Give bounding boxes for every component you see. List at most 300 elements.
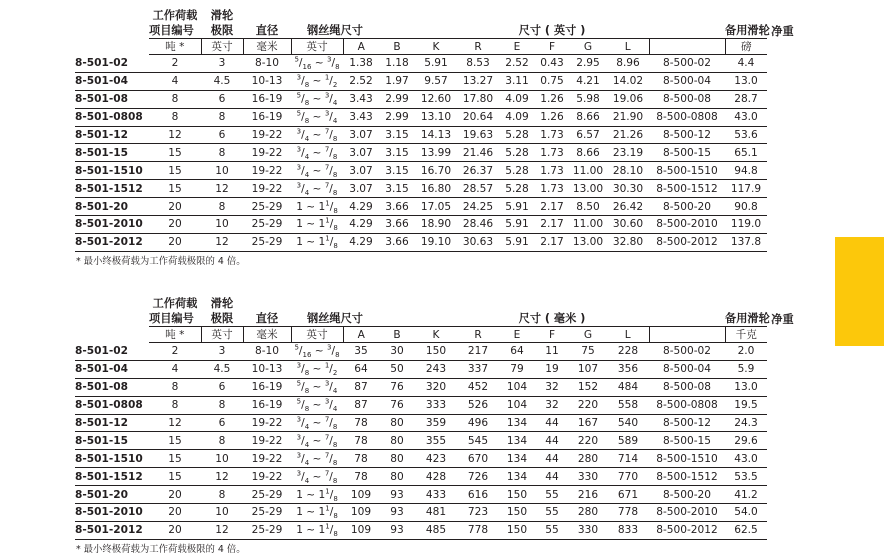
unit-rope-inch: 英寸 (291, 39, 343, 55)
item-code: 8-501-02 (75, 343, 149, 361)
col-header-e: E (499, 327, 535, 343)
dim-l: 19.06 (607, 90, 649, 108)
dim-e: 4.09 (499, 90, 535, 108)
hdr-wll-1: 工作荷载 (152, 297, 198, 310)
sheave-value: 12 (201, 180, 243, 198)
dim-e: 5.28 (499, 162, 535, 180)
hdr-spare: 备用滑轮 (725, 24, 770, 37)
hdr-spacer (607, 296, 649, 310)
dim-r: 30.63 (457, 233, 499, 251)
weight-value: 65.1 (725, 144, 767, 162)
spare-sheave: 8-500-1510 (649, 450, 725, 468)
dim-l: 21.90 (607, 108, 649, 126)
sheave-value: 8 (201, 432, 243, 450)
unit-spare-blank (649, 327, 725, 343)
rope-inch-value: $^3/_4$ ~ $^7/_8$ (291, 144, 343, 162)
weight-value: 13.0 (725, 378, 767, 396)
dim-r: 20.64 (457, 108, 499, 126)
wll-value: 8 (149, 90, 201, 108)
hdr-spacer (535, 8, 569, 22)
hdr-spacer (343, 296, 379, 310)
rope-inch-value: $^5/_8$ ~ $^3/_4$ (291, 396, 343, 414)
dim-k: 17.05 (415, 198, 457, 216)
sheave-value: 3 (201, 55, 243, 73)
sheave-value: 6 (201, 126, 243, 144)
item-code: 8-501-1512 (75, 468, 149, 486)
hdr-wll-2: 极限 (210, 24, 234, 37)
sheave-value: 12 (201, 521, 243, 539)
dim-g: 11.00 (569, 162, 607, 180)
dim-r: 545 (457, 432, 499, 450)
rope-inch-value: $^5/_8$ ~ $^3/_4$ (291, 378, 343, 396)
weight-value: 90.8 (725, 198, 767, 216)
hdr-sheave-2: 直径 (255, 312, 279, 325)
rope-inch-value: $^5/_{16}$ ~ $^3/_8$ (291, 343, 343, 361)
dim-l: 26.42 (607, 198, 649, 216)
wll-value: 15 (149, 162, 201, 180)
hdr-weight: 净重 (771, 24, 794, 38)
rope-inch-value: $^3/_8$ ~ $^1/_2$ (291, 360, 343, 378)
dim-k: 14.13 (415, 126, 457, 144)
dim-k: 481 (415, 504, 457, 522)
wll-value: 20 (149, 504, 201, 522)
dim-f: 0.75 (535, 72, 569, 90)
rope-inch-value: $^3/_4$ ~ $^7/_8$ (291, 180, 343, 198)
dim-g: 5.98 (569, 90, 607, 108)
weight-value: 43.0 (725, 108, 767, 126)
rope-inch-value: 1 ~ $1^1/_8$ (291, 233, 343, 251)
dim-r: 8.53 (457, 55, 499, 73)
dim-f: 1.73 (535, 162, 569, 180)
wll-value: 2 (149, 55, 201, 73)
dim-k: 9.57 (415, 72, 457, 90)
dim-k: 433 (415, 486, 457, 504)
unit-spare-blank (649, 39, 725, 55)
dim-l: 30.30 (607, 180, 649, 198)
dim-f: 55 (535, 504, 569, 522)
table-row (75, 198, 798, 216)
unit-weight: 磅 (725, 39, 767, 55)
dim-e: 150 (499, 486, 535, 504)
wll-value: 20 (149, 198, 201, 216)
spare-sheave: 8-500-0808 (649, 108, 725, 126)
weight-value: 13.0 (725, 72, 767, 90)
dim-l: 356 (607, 360, 649, 378)
dim-r: 21.46 (457, 144, 499, 162)
col-header-k: K (415, 327, 457, 343)
table-row (75, 486, 798, 504)
dim-l: 32.80 (607, 233, 649, 251)
col-header-g: G (569, 327, 607, 343)
spare-sheave: 8-500-15 (649, 432, 725, 450)
wll-value: 20 (149, 233, 201, 251)
dim-f: 32 (535, 396, 569, 414)
dim-k: 13.99 (415, 144, 457, 162)
dim-e: 5.28 (499, 144, 535, 162)
dim-r: 28.57 (457, 180, 499, 198)
wll-value: 20 (149, 486, 201, 504)
wll-value: 15 (149, 144, 201, 162)
item-code: 8-501-04 (75, 72, 149, 90)
weight-value: 53.6 (725, 126, 767, 144)
dim-g: 8.66 (569, 108, 607, 126)
hdr-dimensions: 尺寸 ( 英寸 ) (518, 24, 586, 37)
footnote-metric: * 最小终极荷载为工作荷载极限的 4 倍。 (76, 544, 246, 555)
col-header-r: R (457, 39, 499, 55)
sheave-value: 8 (201, 396, 243, 414)
item-code: 8-501-2010 (75, 504, 149, 522)
dim-g: 280 (569, 450, 607, 468)
hdr-spacer (499, 296, 535, 310)
dim-b: 3.66 (379, 233, 415, 251)
dim-k: 5.91 (415, 55, 457, 73)
wll-value: 12 (149, 414, 201, 432)
wll-value: 2 (149, 343, 201, 361)
item-code: 8-501-2012 (75, 521, 149, 539)
hdr-unit-blank (75, 327, 149, 343)
dim-e: 5.28 (499, 126, 535, 144)
unit-weight: 千克 (725, 327, 767, 343)
table-row (75, 378, 798, 396)
rope-inch-value: 1 ~ $1^1/_8$ (291, 486, 343, 504)
weight-value: 19.5 (725, 396, 767, 414)
dim-b: 3.15 (379, 144, 415, 162)
rope-inch-value: $^3/_4$ ~ $^7/_8$ (291, 126, 343, 144)
rope-inch-value: $^3/_8$ ~ $^1/_2$ (291, 72, 343, 90)
sheave-value: 6 (201, 378, 243, 396)
dim-r: 28.46 (457, 216, 499, 234)
unit-ton: 吨 * (149, 39, 201, 55)
dim-g: 280 (569, 504, 607, 522)
sheave-value: 12 (201, 468, 243, 486)
dim-g: 167 (569, 414, 607, 432)
wll-value: 4 (149, 72, 201, 90)
rope-inch-value: $^5/_{16}$ ~ $^3/_8$ (291, 55, 343, 73)
dim-r: 723 (457, 504, 499, 522)
sheave-value: 8 (201, 198, 243, 216)
dim-g: 75 (569, 343, 607, 361)
dim-a: 4.29 (343, 198, 379, 216)
dim-l: 833 (607, 521, 649, 539)
dim-a: 87 (343, 396, 379, 414)
dim-e: 104 (499, 396, 535, 414)
hdr-spacer (343, 8, 379, 22)
spare-sheave: 8-500-15 (649, 144, 725, 162)
rope-mm-value: 8-10 (243, 343, 291, 361)
wll-value: 15 (149, 180, 201, 198)
rope-inch-value: 1 ~ $1^1/_8$ (291, 198, 343, 216)
rope-mm-value: 25-29 (243, 216, 291, 234)
rope-mm-value: 25-29 (243, 198, 291, 216)
hdr-spacer (379, 8, 415, 22)
dim-l: 714 (607, 450, 649, 468)
dim-a: 109 (343, 486, 379, 504)
dim-k: 16.70 (415, 162, 457, 180)
dim-f: 19 (535, 360, 569, 378)
hdr-spacer (499, 8, 535, 22)
metric-spec-table (75, 296, 798, 540)
dim-a: 78 (343, 414, 379, 432)
dim-r: 452 (457, 378, 499, 396)
rope-inch-value: $^3/_4$ ~ $^7/_8$ (291, 162, 343, 180)
sheave-value: 10 (201, 216, 243, 234)
hdr-spacer (725, 8, 767, 22)
weight-value: 119.0 (725, 216, 767, 234)
dim-g: 220 (569, 396, 607, 414)
dim-f: 1.73 (535, 180, 569, 198)
dim-g: 13.00 (569, 233, 607, 251)
rope-inch-value: $^3/_4$ ~ $^7/_8$ (291, 468, 343, 486)
item-code: 8-501-15 (75, 144, 149, 162)
rope-mm-value: 8-10 (243, 55, 291, 73)
rope-inch-value: $^3/_4$ ~ $^7/_8$ (291, 450, 343, 468)
dim-e: 150 (499, 521, 535, 539)
rope-mm-value: 10-13 (243, 360, 291, 378)
dim-a: 64 (343, 360, 379, 378)
table-row (75, 162, 798, 180)
dim-r: 616 (457, 486, 499, 504)
table-row (75, 144, 798, 162)
dim-f: 1.26 (535, 108, 569, 126)
sheave-value: 6 (201, 414, 243, 432)
item-code: 8-501-04 (75, 360, 149, 378)
dim-b: 76 (379, 396, 415, 414)
item-code: 8-501-08 (75, 378, 149, 396)
hdr-spacer (243, 296, 291, 310)
rope-mm-value: 25-29 (243, 486, 291, 504)
dim-b: 2.99 (379, 108, 415, 126)
dim-e: 4.09 (499, 108, 535, 126)
dim-f: 55 (535, 486, 569, 504)
dim-f: 55 (535, 521, 569, 539)
dim-f: 1.73 (535, 126, 569, 144)
hdr-spare: 备用滑轮 (725, 312, 770, 325)
col-header-b: B (379, 327, 415, 343)
spare-sheave: 8-500-1512 (649, 180, 725, 198)
hdr-spacer (457, 296, 499, 310)
wll-value: 15 (149, 468, 201, 486)
dim-a: 35 (343, 343, 379, 361)
unit-sheave-inch: 英寸 (201, 327, 243, 343)
dim-g: 330 (569, 468, 607, 486)
dim-r: 670 (457, 450, 499, 468)
hdr-spacer (291, 8, 343, 22)
rope-inch-value: $^3/_4$ ~ $^7/_8$ (291, 414, 343, 432)
dim-a: 87 (343, 378, 379, 396)
dim-r: 26.37 (457, 162, 499, 180)
dim-b: 93 (379, 486, 415, 504)
dim-b: 1.18 (379, 55, 415, 73)
table-row (75, 180, 798, 198)
weight-value: 43.0 (725, 450, 767, 468)
spare-sheave: 8-500-0808 (649, 396, 725, 414)
dim-b: 76 (379, 378, 415, 396)
dim-e: 134 (499, 450, 535, 468)
wll-value: 15 (149, 432, 201, 450)
dim-f: 44 (535, 414, 569, 432)
spare-sheave: 8-500-02 (649, 343, 725, 361)
rope-inch-value: $^5/_8$ ~ $^3/_4$ (291, 108, 343, 126)
dim-k: 485 (415, 521, 457, 539)
sheave-value: 10 (201, 504, 243, 522)
wll-value: 8 (149, 378, 201, 396)
dim-r: 24.25 (457, 198, 499, 216)
item-code: 8-501-0808 (75, 108, 149, 126)
hdr-spacer (415, 8, 457, 22)
dim-l: 228 (607, 343, 649, 361)
rope-mm-value: 19-22 (243, 126, 291, 144)
dim-f: 44 (535, 432, 569, 450)
hdr-blank (75, 296, 149, 327)
wll-value: 20 (149, 216, 201, 234)
dim-e: 79 (499, 360, 535, 378)
item-code: 8-501-02 (75, 55, 149, 73)
hdr-unit-blank (75, 39, 149, 55)
spare-sheave: 8-500-2010 (649, 216, 725, 234)
dim-l: 28.10 (607, 162, 649, 180)
dim-k: 18.90 (415, 216, 457, 234)
hdr-code: 项目编号 (149, 312, 194, 325)
dim-b: 80 (379, 432, 415, 450)
rope-mm-value: 19-22 (243, 432, 291, 450)
dim-l: 778 (607, 504, 649, 522)
dim-g: 330 (569, 521, 607, 539)
rope-mm-value: 16-19 (243, 108, 291, 126)
dim-a: 4.29 (343, 216, 379, 234)
dim-e: 5.91 (499, 233, 535, 251)
hdr-spacer (569, 8, 607, 22)
hdr-spacer (415, 296, 457, 310)
sheave-value: 8 (201, 108, 243, 126)
dim-g: 8.66 (569, 144, 607, 162)
dim-k: 150 (415, 343, 457, 361)
dim-e: 150 (499, 504, 535, 522)
dim-e: 134 (499, 414, 535, 432)
dim-k: 320 (415, 378, 457, 396)
dim-b: 50 (379, 360, 415, 378)
hdr-spacer (379, 296, 415, 310)
table-row (75, 55, 798, 73)
hdr-code: 项目编号 (149, 24, 194, 37)
dim-g: 8.50 (569, 198, 607, 216)
item-code: 8-501-15 (75, 432, 149, 450)
unit-rope-mm: 毫米 (243, 327, 291, 343)
hdr-spacer (569, 296, 607, 310)
col-header-l: L (607, 39, 649, 55)
dim-b: 80 (379, 414, 415, 432)
dim-l: 589 (607, 432, 649, 450)
item-code: 8-501-2012 (75, 233, 149, 251)
dim-e: 5.91 (499, 216, 535, 234)
sheave-value: 12 (201, 233, 243, 251)
dim-f: 44 (535, 450, 569, 468)
table-row (75, 126, 798, 144)
spare-sheave: 8-500-2010 (649, 504, 725, 522)
dim-a: 3.43 (343, 108, 379, 126)
sheave-value: 6 (201, 90, 243, 108)
dim-k: 359 (415, 414, 457, 432)
dim-b: 3.66 (379, 216, 415, 234)
rope-mm-value: 19-22 (243, 180, 291, 198)
col-header-f: F (535, 39, 569, 55)
weight-value: 41.2 (725, 486, 767, 504)
dim-a: 2.52 (343, 72, 379, 90)
wll-value: 8 (149, 396, 201, 414)
col-header-k: K (415, 39, 457, 55)
dim-l: 21.26 (607, 126, 649, 144)
hdr-weight: 净重 (771, 312, 794, 326)
table-row (75, 414, 798, 432)
col-header-a: A (343, 39, 379, 55)
dim-e: 134 (499, 468, 535, 486)
table-row (75, 343, 798, 361)
item-code: 8-501-2010 (75, 216, 149, 234)
unit-ton: 吨 * (149, 327, 201, 343)
weight-value: 5.9 (725, 360, 767, 378)
footnote-inch: * 最小终极荷载为工作荷载极限的 4 倍。 (76, 256, 246, 267)
rope-mm-value: 16-19 (243, 378, 291, 396)
dim-e: 3.11 (499, 72, 535, 90)
sheave-value: 8 (201, 144, 243, 162)
dim-r: 778 (457, 521, 499, 539)
dim-r: 17.80 (457, 90, 499, 108)
weight-value: 4.4 (725, 55, 767, 73)
dim-g: 11.00 (569, 216, 607, 234)
table-row (75, 450, 798, 468)
dim-f: 0.43 (535, 55, 569, 73)
dim-g: 2.95 (569, 55, 607, 73)
dim-g: 216 (569, 486, 607, 504)
spare-sheave: 8-500-04 (649, 360, 725, 378)
hdr-spacer (649, 296, 725, 310)
dim-r: 13.27 (457, 72, 499, 90)
wll-value: 15 (149, 450, 201, 468)
item-code: 8-501-0808 (75, 396, 149, 414)
dim-l: 671 (607, 486, 649, 504)
col-header-f: F (535, 327, 569, 343)
weight-value: 94.8 (725, 162, 767, 180)
item-code: 8-501-20 (75, 198, 149, 216)
dim-r: 217 (457, 343, 499, 361)
weight-value: 53.5 (725, 468, 767, 486)
table-row (75, 72, 798, 90)
sheave-value: 8 (201, 486, 243, 504)
dim-b: 3.66 (379, 198, 415, 216)
dim-r: 496 (457, 414, 499, 432)
dim-e: 104 (499, 378, 535, 396)
weight-value: 54.0 (725, 504, 767, 522)
item-code: 8-501-20 (75, 486, 149, 504)
table-row (75, 108, 798, 126)
dim-b: 30 (379, 343, 415, 361)
dim-f: 32 (535, 378, 569, 396)
unit-rope-inch: 英寸 (291, 327, 343, 343)
dim-l: 558 (607, 396, 649, 414)
table-row (75, 521, 798, 539)
item-code: 8-501-1510 (75, 162, 149, 180)
dim-a: 3.43 (343, 90, 379, 108)
dim-g: 152 (569, 378, 607, 396)
table-row (75, 216, 798, 234)
dim-a: 78 (343, 432, 379, 450)
item-code: 8-501-08 (75, 90, 149, 108)
rope-inch-value: $^5/_8$ ~ $^3/_4$ (291, 90, 343, 108)
dim-e: 5.91 (499, 198, 535, 216)
weight-value: 62.5 (725, 521, 767, 539)
table-row (75, 432, 798, 450)
dim-b: 80 (379, 468, 415, 486)
rope-mm-value: 19-22 (243, 162, 291, 180)
